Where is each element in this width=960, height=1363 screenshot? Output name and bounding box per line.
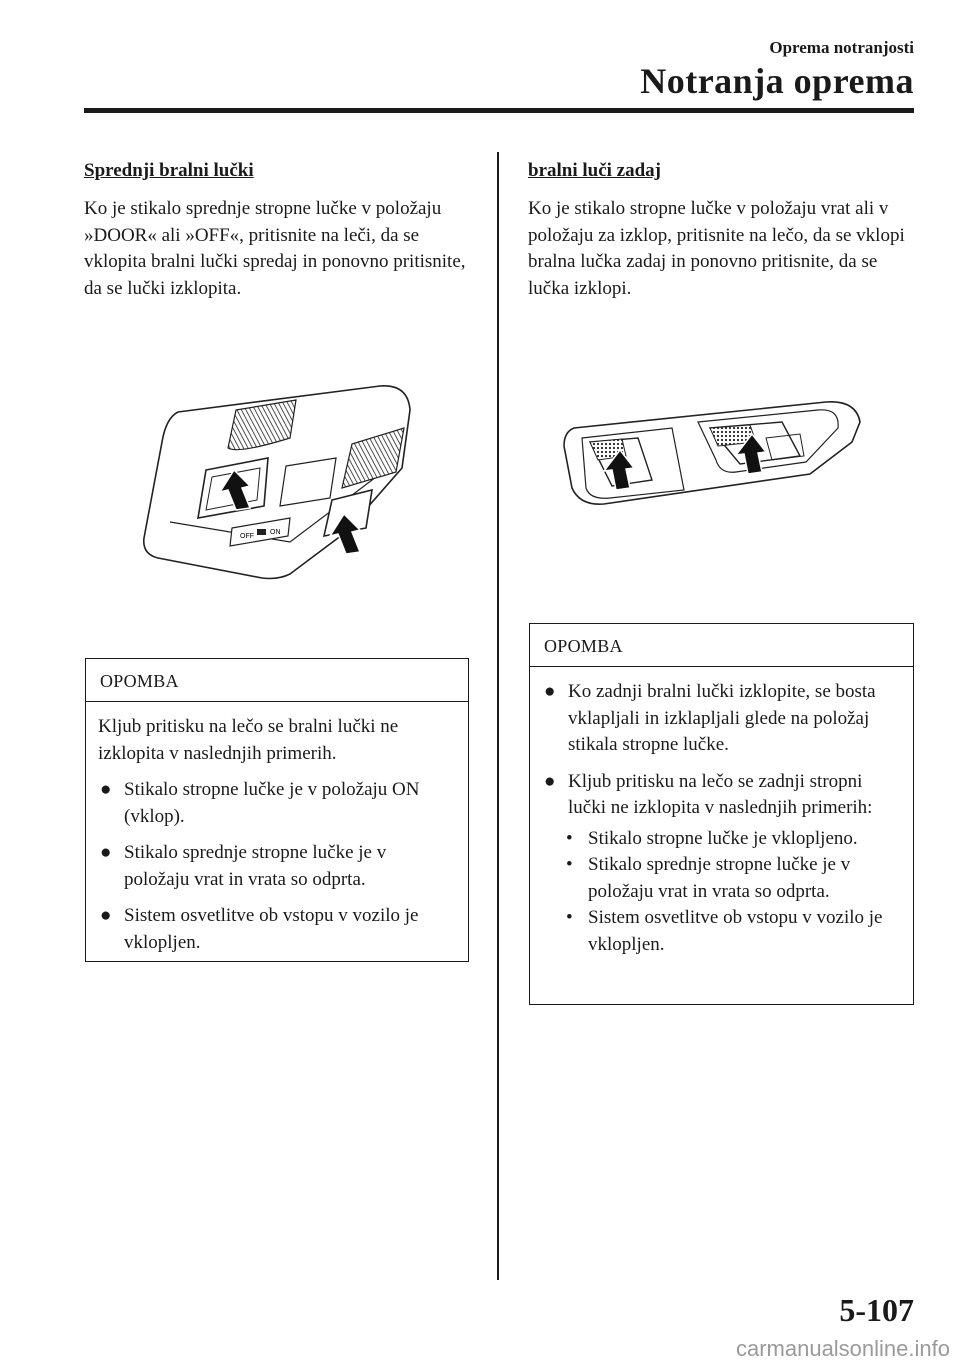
note-sub-item-text: Stikalo stropne lučke je vklopljeno. (588, 827, 858, 849)
rear-console-illustration (560, 398, 870, 508)
header-section: Oprema notranjosti (769, 38, 914, 57)
note-item-text: Sistem osvetlitve ob vstopu v vozilo je vklopljen. (124, 905, 419, 953)
note-sub-item (542, 826, 901, 853)
note-sub-item (542, 852, 901, 905)
left-heading: Sprednji bralni lučki (84, 160, 254, 181)
right-body: Ko je stikalo stropne lučke v položaju vrat ali v položaju za izklop, pritisnite na lečo, da se vklopi bralna lučka zadaj in ponovno pritisnite, da se lučka izklopi. (528, 198, 905, 299)
note-list-item (542, 679, 901, 759)
right-column (528, 160, 914, 302)
right-heading: bralni luči zadaj (528, 160, 662, 181)
bullet-icon: ● (100, 905, 112, 926)
header-rule (84, 108, 914, 113)
note-sub-item-text: Sistem osvetlitve ob vstopu v vozilo je vklopljen. (588, 907, 883, 955)
note-list-item (542, 769, 901, 822)
front-reading-lamps-figure (140, 382, 422, 582)
note-item-text: Stikalo sprednje stropne lučke je v položaju vrat in vrata so odprta. (124, 842, 387, 890)
note-heading: OPOMBA (530, 624, 913, 667)
right-note-box (529, 623, 914, 1005)
note-sub-item (542, 905, 901, 958)
note-intro: Kljub pritisku na lečo se bralni lučki ne izklopita v naslednjih primerih. (98, 716, 399, 764)
bullet-icon: ● (544, 770, 556, 792)
note-item-text: Stikalo stropne lučke je v položaju ON (vklop). (124, 779, 420, 827)
note-body (530, 667, 913, 958)
bullet-icon: ● (544, 681, 556, 702)
sub-bullet-icon: • (566, 907, 573, 928)
note-list-item (98, 903, 456, 956)
left-column (84, 160, 469, 302)
note-body (86, 702, 468, 956)
rear-reading-lamps-figure (560, 398, 870, 508)
bullet-icon: ● (100, 779, 112, 800)
left-body: Ko je stikalo sprednje stropne lučke v položaju »DOOR« ali »OFF«, pritisnite na leči, da se vklopita bralni lučki spredaj in ponovno pritisnite, da se lučki izklopita. (84, 198, 466, 299)
sub-bullet-icon: • (566, 854, 573, 875)
left-note-box (85, 658, 469, 962)
switch-on-label: ON (270, 529, 281, 536)
page-title: Notranja oprema (640, 61, 914, 101)
note-list-item (98, 840, 456, 893)
switch-knob (257, 529, 266, 535)
note-item-text: Ko zadnji bralni lučki izklopite, se bosta vklapljali in izklapljali glede na položaj stikala stropne lučke. (568, 681, 876, 755)
note-item-text: Kljub pritisku na lečo se zadnji stropni lučki ne izklopita v naslednjih primerih: (568, 770, 873, 818)
note-list-item (98, 777, 456, 830)
watermark: carmanualsonline.info (735, 1336, 950, 1361)
note-heading: OPOMBA (86, 659, 468, 702)
sub-bullet-icon: • (566, 827, 573, 849)
note-sub-item-text: Stikalo sprednje stropne lučke je v položaju vrat in vrata so odprta. (588, 854, 851, 902)
bullet-icon: ● (100, 842, 112, 863)
switch-off-label: OFF (240, 533, 254, 540)
column-divider (497, 152, 499, 1280)
page-number: 5-107 (839, 1292, 914, 1328)
front-console-illustration (140, 382, 422, 582)
